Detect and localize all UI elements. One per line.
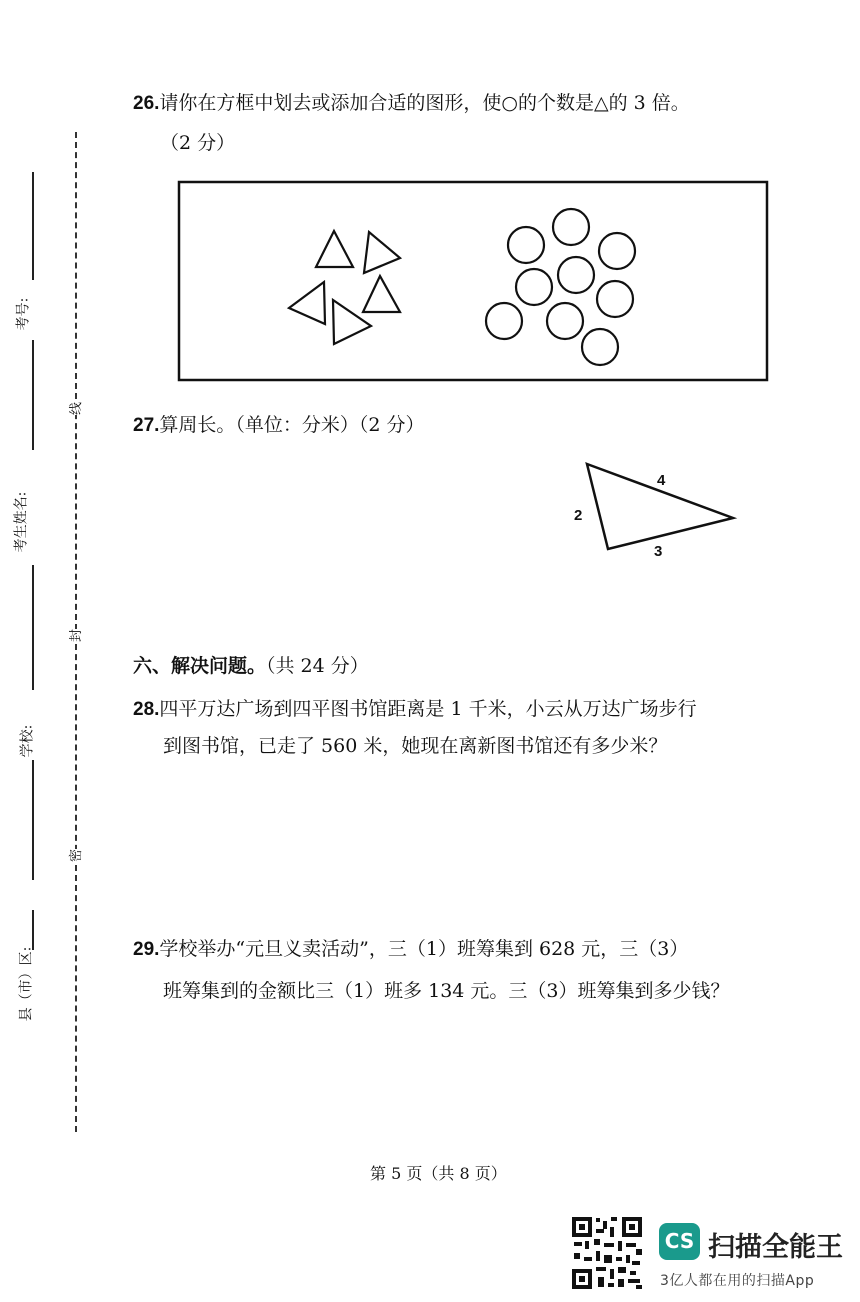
question-text-line-1: 学校举办“元旦义卖活动”，三（1）班筹集到 628 元，三（3）: [159, 938, 689, 960]
question-number: 29.: [133, 939, 160, 960]
circle-group: [486, 209, 635, 365]
triangle-shape: [363, 276, 400, 312]
triangle-figure: [560, 450, 750, 570]
side-label-4: 4: [657, 472, 666, 489]
school-label: 学校:: [19, 724, 36, 758]
circle-shape: [508, 227, 544, 263]
triangle-shape: [364, 232, 400, 273]
question-27: [133, 416, 425, 435]
circle-shape: [516, 269, 552, 305]
cs-logo-text: CS: [664, 1229, 695, 1253]
question-text-line-1: 四平万达广场到四平图书馆距离是 1 千米，小云从万达广场步行: [159, 698, 697, 720]
section-score: （共 24 分）: [266, 655, 369, 677]
shape-box: [0, 0, 860, 420]
question-text: 请你在方框中划去或添加合适的图形，使○的个数是△的 3 倍。: [159, 92, 690, 114]
section-6-heading: [133, 657, 369, 676]
question-number: 27.: [133, 415, 160, 436]
section-title: 六、解决问题。: [133, 655, 267, 677]
triangle-shape: [316, 231, 353, 267]
side-label-3: 3: [654, 543, 663, 560]
line-mark: 线: [65, 402, 84, 415]
county-label: 县（市）区:: [18, 946, 35, 1022]
question-28: [133, 700, 697, 719]
triangle-shape: [289, 282, 325, 324]
circle-shape: [582, 329, 618, 365]
scanner-subtitle: 3亿人都在用的扫描App: [660, 1273, 815, 1289]
question-26-score: （2 分）: [160, 132, 236, 154]
circle-shape: [553, 209, 589, 245]
county-underline: [32, 910, 34, 950]
question-text: 算周长。（单位：分米）（2 分）: [159, 414, 425, 436]
name-underline: [32, 565, 34, 690]
seal-mark: 封: [65, 629, 84, 642]
scanner-title: 扫描全能王: [708, 1232, 843, 1263]
box-frame: [179, 182, 767, 380]
question-29-line-2: 班筹集到的金额比三（1）班多 134 元。三（3）班筹集到多少钱？: [163, 980, 730, 1002]
question-number: 28.: [133, 699, 160, 720]
circle-shape: [547, 303, 583, 339]
question-number: 26.: [133, 93, 160, 114]
side-label-2: 2: [574, 507, 583, 524]
cs-logo: [659, 1223, 700, 1260]
qr-code: [570, 1215, 644, 1291]
circle-shape: [558, 257, 594, 293]
secret-mark: 密: [65, 849, 84, 862]
page-number: 第 5 页（共 8 页）: [370, 1164, 507, 1183]
circle-shape: [486, 303, 522, 339]
circle-shape: [597, 281, 633, 317]
exam-no-label: 考号:: [15, 297, 32, 331]
question-29: [133, 940, 688, 959]
school-underline: [32, 760, 34, 880]
circle-shape: [599, 233, 635, 269]
name-label: 考生姓名:: [13, 491, 30, 553]
question-28-line-2: 到图书馆，已走了 560 米，她现在离新图书馆还有多少米？: [163, 735, 668, 757]
triangle-group: [289, 231, 400, 344]
